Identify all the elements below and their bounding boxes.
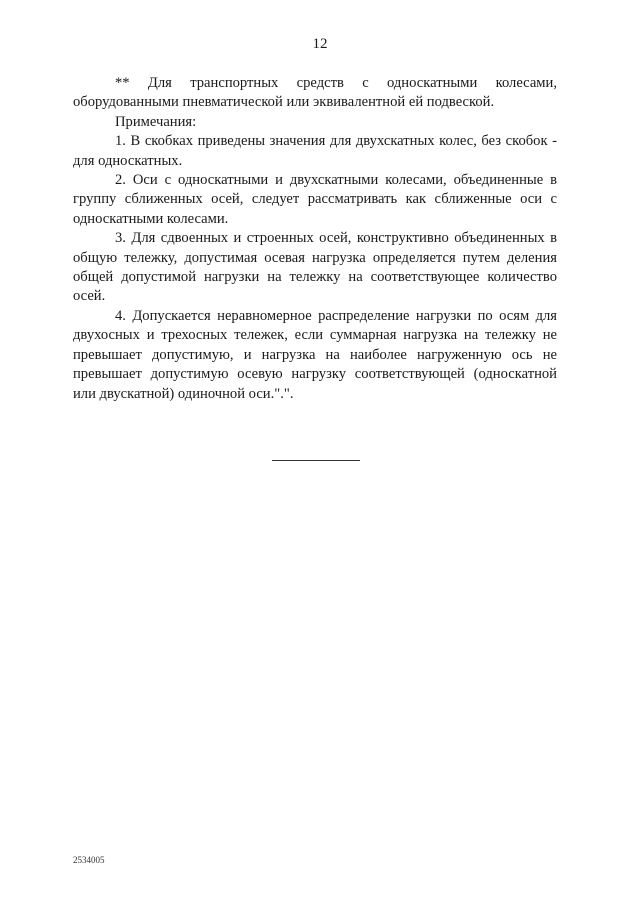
document-body xyxy=(73,74,557,404)
note-item-4: 4. Допускается неравномерное распределение нагрузки по осям для двухосных и трехосных тележек, если суммарная нагрузка на тележку не превышает допустимую, и нагрузка на наиболее нагруженную ось не превышает допустимую осевую нагрузку соответствующей (односкатной или двускатной) одиночной оси.".". xyxy=(73,307,557,402)
notes-heading: Примечания: xyxy=(115,113,197,130)
note-item-1: 1. В скобках приведены значения для двухскатных колес, без скобок - для односкатных. xyxy=(73,133,557,169)
page-number: 12 xyxy=(312,36,328,52)
note-item-2: 2. Оси с односкатными и двухскатными колесами, объединенные в группу сближенных осей, следует рассматривать как сближенные оси с односкатными колесами. xyxy=(73,172,557,227)
document-code: 2534005 xyxy=(73,855,105,865)
footnote-paragraph: ** Для транспортных средств с односкатными колесами, оборудованными пневматической или эквивалентной ей подвеской. xyxy=(73,75,557,111)
note-item-3: 3. Для сдвоенных и строенных осей, конструктивно объединенных в общую тележку, допустимая осевая нагрузка определяется путем деления общей допустимой нагрузки на тележку на соответствующее количество осей. xyxy=(73,230,557,305)
end-divider xyxy=(272,460,360,461)
